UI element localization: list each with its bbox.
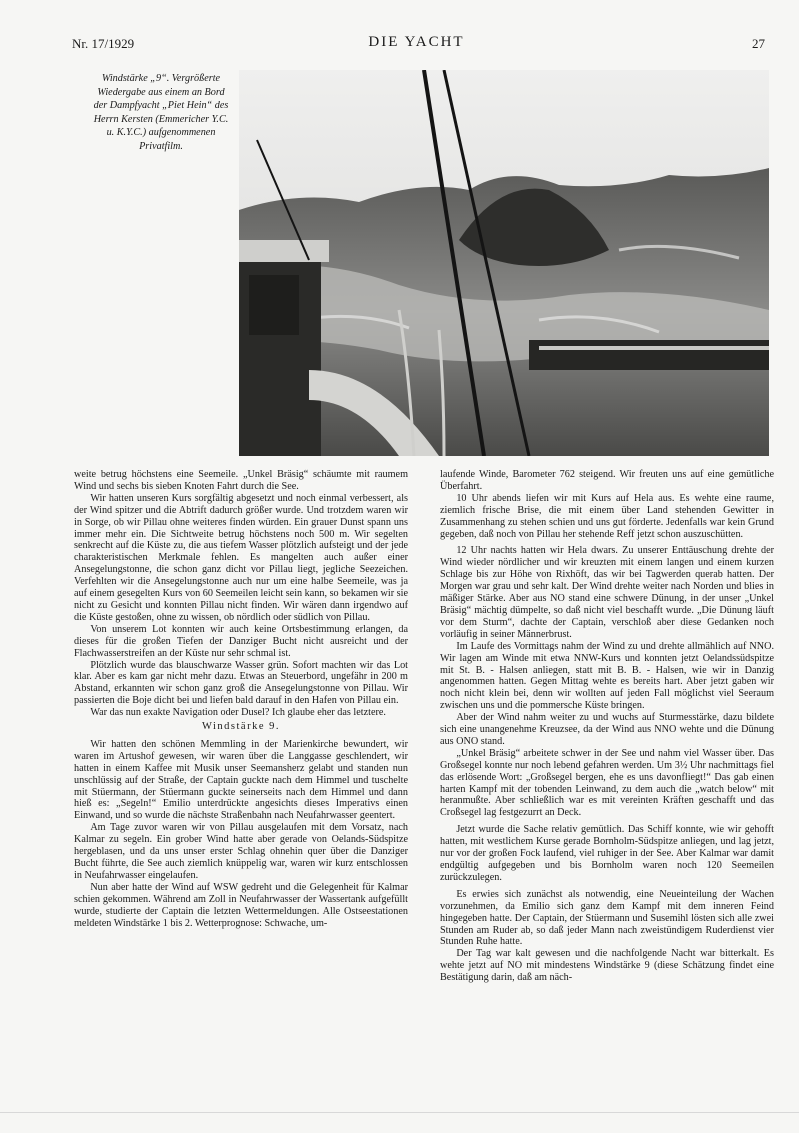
paragraph: laufende Winde, Barometer 762 steigend. Wir freuten uns auf eine gemütliche Überfahrt. [440, 469, 774, 492]
paragraph: 10 Uhr abends liefen wir mit Kurs auf Hela aus. Es wehte eine raume, ziemlich frische Brise, die mit einem über Land stehenden Gewitter in Zusammenhang zu stehen schien und uns gut förderte. Jedenfalls war kein Grund gegeben, daß noch von Pillau her stehende Reff jetzt schon auszuschütten. [440, 492, 774, 540]
paragraph: Im Laufe des Vormittags nahm der Wind zu und drehte allmählich auf NNO. Wir lagen am Winde mit etwa NNW-Kurs und konnten jetzt Oelandssüdspitze mit St. B. - Halsen anliegen, statt mit B. B. - Halsen, wie wir in Danzig angenommen hatten. Gegen Mittag wehte es bereits hart. Aber jetzt gaben wir noch nicht klein bei, denn wir wollten auf jeden Fall möglichst viel Seeraum zwischen uns und die pommersche Küste bringen. [440, 640, 774, 712]
figure-caption: Windstärke „9“. Vergrößerte Wiedergabe aus einem an Bord der Dampfyacht „Piet Hein“ des Herrn Kersten (Emmericher Y.C. u. K.Y.C.) aufgenommenen Privatfilm. [93, 73, 229, 152]
sea-photograph [239, 70, 769, 456]
paragraph: Von unserem Lot konnten wir auch keine Ortsbestimmung erlangen, da dieses für die großen Tiefen der Danziger Bucht nicht ausreicht und der Flachwasserstreifen an der Küste nur sehr schmal ist. [74, 623, 408, 659]
paragraph: „Unkel Bräsig“ arbeitete schwer in der See und nahm viel Wasser über. Das Großsegel konnte nur noch lebend gefahren werden. Um 3½ Uhr nachmittags fiel das erlösende Wort: „Großsegel bergen, ehe es uns davonfliegt!“ Das gab einen harten Kampf mit der tobenden Leinwand, zu dem auch die „watch below“ mit heranmußte. Aber schließlich war es mit vereinten Kräften geschafft und das Croßsegel lag festgezurrt an Deck. [440, 747, 774, 819]
paragraph: Jetzt wurde die Sache relativ gemütlich. Das Schiff konnte, wie wir gehofft hatten, mit westlichem Kurse gerade Bornholm-Südspitze anliegen, und lag jetzt, nur vor der großen Fock laufend, viel ruhiger in der See. Aber Kalmar war damit endgültig aufgegeben und bis Bornholm waren noch 120 Seemeilen zurückzulegen. [440, 824, 774, 883]
text-column-left [74, 469, 408, 929]
paragraph: Plötzlich wurde das blauschwarze Wasser grün. Sofort machten wir das Lot klar. Aber es kam gar nicht mehr dazu. Etwas an Steuerbord, ungefähr in 200 m Abstand, erkannten wir schon ganz groß die Ansegelungstonne von Pillau. Wir passierten die Boje dicht bei und liefen bald darauf in den Hafen von Pillau ein. [74, 659, 408, 707]
paragraph: Wir hatten den schönen Memmling in der Marienkirche bewundert, wir waren im Artushof gewesen, wir waren über die Langgasse geschlendert, wir hatten in einem Kaffee mit Musik unser Seemansherz gelabt und standen nun unschlüssig auf der Straße, der Captain guckte nach dem Himmel und tuschelte mit Stüermann, der Stüermann guckte seinerseits nach dem Himmel und dann hieß es: „Segeln!“ Emilio unterdrückte angesichts dieses Imperativs einen Einwand, und so wurde die nächste Straßenbahn nach Neufahrwasser geentert. [74, 738, 408, 822]
paragraph: Aber der Wind nahm weiter zu und wuchs auf Sturmesstärke, dazu bildete sich eine unangenehme Kreuzsee, da der Wind aus NNO wehte und die Dünung aus ONO stand. [440, 712, 774, 747]
paragraph: Nun aber hatte der Wind auf WSW gedreht und die Gelegenheit für Kalmar schien gekommen. Während am Zoll in Neufahrwasser der Wassertank aufgefüllt wurde, studierte der Captain die letzten Wettermeldungen. Alle Ostseestationen meldeten Windstärke 1 bis 2. Wetterprognose: Schwache, um- [74, 881, 408, 929]
paragraph: Wir hatten unseren Kurs sorgfältig abgesetzt und noch einmal verbessert, als der Wind spitzer und die Abtrift dadurch größer wurde. Und trotzdem waren wir in Sorge, ob wir Pillau ohne weiteres finden würden. Ein grauer Dunst spann uns immer mehr ein. Die Sichtweite betrug höchstens noch 500 m. Wir segelten senkrecht auf die Küste zu, die aus tiefem Wasser plötzlich aufsteigt und der jede charakteristischen Merkmale fehlen. Es mangelten auch außer einer Ansegelungstonne, die schon ganz dicht vor Pillau liegt, jegliche Seezeichen. Verfehlten wir die Ansegelungstonne auch nur um eine halbe Seemeile, was ja auf einem gesegelten Kurs von 60 Seemeilen leicht sein kann, so bekamen wir sie nicht zu Gesicht und konnten Pillau nicht finden. Wir wären dann irgendwo auf die Küste gestoßen, ohne zu wissen, ob nördlich oder südlich von Pillau. [74, 492, 408, 623]
issue-number: Nr. 17/1929 [72, 36, 135, 51]
paragraph: War das nun exakte Navigation oder Dusel? Ich glaube eher das letztere. [90, 707, 386, 719]
page-number: 27 [752, 36, 765, 51]
paragraph: 12 Uhr nachts hatten wir Hela dwars. Zu unserer Enttäuschung drehte der Wind wieder nördlicher und wir kreuzten mit einem langen und einem kurzen Schlage bis zur Höhe von Rixhöft, das wir bei Tagwerden querab hatten. Der Morgen war grau und sehr kalt. Der Wind drehte weiter nach Norden und blies in mäßiger Stärke. Aber aus NO stand eine schwere Dünung, in der unser „Unkel Bräsig“ mächtig dümpelte, so daß nicht viel beschafft wurde. „Die Dünung läuft vor dem Sturm“, dachte der Captain, verschloß aber diese Gedanken noch vorläufig in seiner Männerbrust. [440, 545, 774, 640]
section-heading: Windstärke 9. [202, 721, 280, 733]
page-bottom-rule [0, 1112, 799, 1113]
paragraph: weite betrug höchstens eine Seemeile. „Unkel Bräsig“ schäumte mit raumem Wind und sechs bis sieben Knoten Fahrt durch die See. [74, 469, 408, 492]
text-column-right [440, 469, 774, 984]
paragraph: Der Tag war kalt gewesen und die nachfolgende Nacht war bitterkalt. Es wehte jetzt auf NO mit mindestens Windstärke 9 (diese Schätzung findet eine Bestätigung darin, daß am näch- [440, 948, 774, 984]
paragraph: Es erwies sich zunächst als notwendig, eine Neueinteilung der Wachen vorzunehmen, da Emilio sich ganz dem Kampf mit dem inneren Feind hingegeben hatte. Der Captain, der Stüermann und Susemihl lösten sich alle zwei Stunden am Ruder ab, so daß jeder Mann nach zweistündigem Ruderdienst vier Stunden Ruhe hatte. [440, 888, 774, 948]
paragraph: Am Tage zuvor waren wir von Pillau ausgelaufen mit dem Vorsatz, nach Kalmar zu segeln. Ein grober Wind hatte aber gerade von Oelands-Südspitze hergeblasen, und da uns unser erster Schlag ohnehin quer über die Danziger Bucht führte, die See auch ziemlich knüppelig war, waren wir kurz entschlossen in Neufahrwasser eingelaufen. [74, 822, 408, 881]
page-header [68, 36, 765, 56]
journal-title: DIE YACHT [368, 34, 465, 50]
